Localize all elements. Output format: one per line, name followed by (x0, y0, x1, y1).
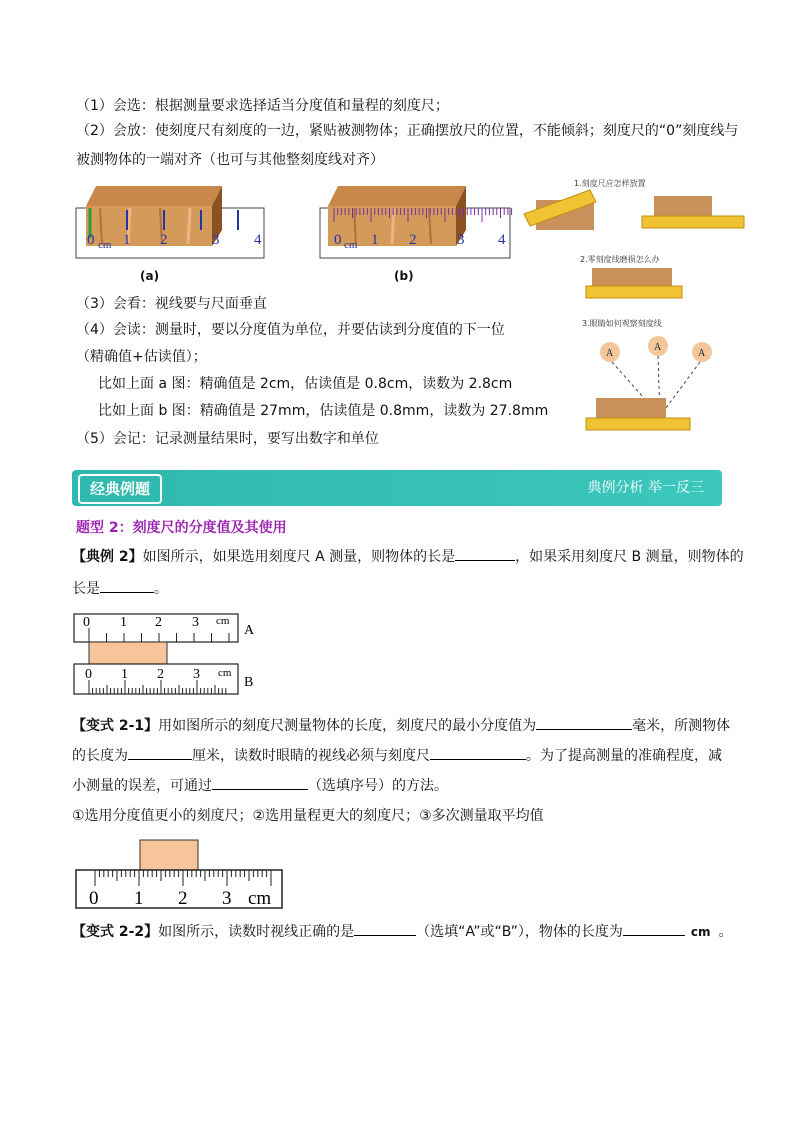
intro-paragraph-2b: 被测物体的一端对齐（也可与其他整刻度线对齐） (76, 152, 384, 168)
variant-2-2-text-1: 如图所示，读数时视线正确的是 (158, 924, 355, 940)
ruler-A-unit: cm (216, 615, 230, 627)
example-2-rulers (70, 608, 270, 700)
tip-example-a: 比如上面 a 图：精确值是 2cm，估读值是 0.8cm，读数为 2.8cm (98, 376, 513, 392)
example-2-blank-b[interactable] (100, 578, 154, 593)
variant-ruler-label-2: 2 (178, 888, 188, 909)
illustration-title-2: 2.零刻度线磨损怎么办 (580, 255, 660, 264)
variant-2-1-line-2 (72, 745, 722, 766)
illustration-title-1: 1.刻度尺应怎样放置 (574, 179, 646, 188)
variant-2-2-blank-2[interactable] (623, 921, 685, 936)
ruler-a-tick-2: 2 (160, 232, 168, 248)
example-2-text-2: ，如果采用刻度尺 B 测量，则物体的 (515, 549, 744, 565)
variant-2-2-blank-1[interactable] (354, 921, 416, 936)
intro-paragraph-2a: （2）会放：使刻度尺有刻度的一边，紧贴被测物体；正确摆放尺的位置，不能倾斜；刻度尺的“0”刻度线与 (76, 123, 739, 139)
banner-title: 经典例题 (78, 474, 162, 504)
tip-5: （5）会记：记录测量结果时，要写出数字和单位 (76, 431, 379, 447)
example-2-label: 【典例 2】 (72, 549, 143, 565)
ruler-A-name: A (244, 623, 255, 638)
tip-4b: （精确值+估读值）； (76, 349, 207, 365)
example-2-text-3: 长是 (72, 581, 100, 597)
ruler-b-tick-3: 3 (457, 232, 465, 248)
ruler-A-label-1: 1 (120, 615, 127, 630)
ruler-b-tick-0: 0 (334, 232, 342, 248)
tip-example-b: 比如上面 b 图：精确值是 27mm，估读值是 0.8mm，读数为 27.8mm (98, 403, 549, 419)
eye-label-left: A (606, 348, 614, 359)
ruler-B-label-0: 0 (85, 667, 92, 682)
variant-2-2-unit: cm (690, 925, 711, 939)
variant-2-1-line-1 (72, 715, 730, 736)
ruler-b-tick-4: 4 (498, 232, 506, 248)
variant-ruler-label-3: 3 (222, 888, 232, 909)
tip-4a: （4）会读：测量时，要以分度值为单位，并要估读到分度值的下一位 (76, 322, 505, 338)
ruler-a-tick-3: 3 (212, 232, 220, 248)
ruler-a-tick-4: 4 (254, 232, 262, 248)
variant-2-1-blank-1[interactable] (536, 715, 632, 730)
eye-label-center: A (654, 342, 662, 353)
section-banner (72, 470, 722, 506)
ruler-B-name: B (244, 675, 254, 690)
variant-2-1-text-3: 的长度为 (72, 748, 128, 764)
variant-2-2-line (72, 921, 733, 942)
ruler-A-label-0: 0 (83, 615, 90, 630)
variant-2-1-label: 【变式 2-1】 (72, 718, 159, 734)
variant-ruler-label-1: 1 (134, 888, 144, 909)
ruler-B-label-2: 2 (157, 667, 164, 682)
example-2-blank-a[interactable] (455, 546, 515, 561)
figure-a-ruler (70, 178, 270, 264)
variant-2-1-line-3 (72, 775, 448, 796)
variant-2-1-text-4: 厘米，读数时眼睛的视线必须与刻度尺 (192, 748, 430, 764)
example-2-line-1 (72, 546, 744, 567)
tip-3: （3）会看：视线要与尺面垂直 (76, 296, 267, 312)
figure-b-label: (b) (394, 269, 414, 283)
variant-ruler-unit: cm (248, 888, 272, 909)
ruler-b-tick-1: 1 (371, 232, 379, 248)
ruler-a-unit: cm (98, 239, 112, 251)
variant-2-1-text-5: 。为了提高测量的准确程度，减 (526, 748, 722, 764)
variant-2-1-blank-2[interactable] (128, 745, 192, 760)
banner-subtitle: 典例分析 举一反三 (587, 480, 704, 496)
variant-2-2-text-2: （选填“A”或“B”），物体的长度为 (416, 924, 623, 940)
variant-2-1-blank-3[interactable] (430, 745, 526, 760)
ruler-a-tick-0: 0 (87, 232, 95, 248)
example-2-line-2 (72, 578, 168, 599)
ruler-B-label-1: 1 (121, 667, 128, 682)
variant-ruler-label-0: 0 (89, 888, 99, 909)
variant-2-2-end: 。 (718, 924, 733, 940)
figure-b-ruler (314, 178, 514, 264)
example-2-text-1: 如图所示，如果选用刻度尺 A 测量，则物体的长是 (142, 549, 456, 565)
ruler-b-unit: cm (344, 239, 358, 251)
type-2-title: 题型 2：刻度尺的分度值及其使用 (76, 520, 287, 536)
variant-2-1-text-1: 用如图所示的刻度尺测量物体的长度，刻度尺的最小分度值为 (158, 718, 537, 734)
illustration-title-3: 3.眼睛如何观察刻度线 (582, 319, 662, 328)
ruler-usage-illustrations (520, 170, 752, 436)
variant-2-1-text-7: （选填序号）的方法。 (308, 778, 448, 794)
ruler-B-unit: cm (218, 667, 232, 679)
eye-label-right: A (698, 348, 706, 359)
variant-2-2-label: 【变式 2-2】 (72, 924, 159, 940)
variant-2-1-blank-4[interactable] (212, 775, 308, 790)
variant-2-1-text-6: 小测量的误差，可通过 (72, 778, 212, 794)
variant-2-1-options: ①选用分度值更小的刻度尺；②选用量程更大的刻度尺；③多次测量取平均值 (72, 808, 544, 824)
example-2-text-4: 。 (154, 581, 168, 597)
figure-a-label: (a) (140, 269, 160, 283)
ruler-b-tick-2: 2 (409, 232, 417, 248)
variant-2-1-text-2: 毫米，所测物体 (632, 718, 731, 734)
ruler-A-label-3: 3 (192, 615, 199, 630)
ruler-A-label-2: 2 (155, 615, 162, 630)
variant-2-1-ruler (72, 836, 286, 912)
intro-paragraph-1: （1）会选：根据测量要求选择适当分度值和量程的刻度尺； (76, 98, 449, 114)
ruler-a-tick-1: 1 (123, 232, 131, 248)
ruler-B-label-3: 3 (193, 667, 200, 682)
